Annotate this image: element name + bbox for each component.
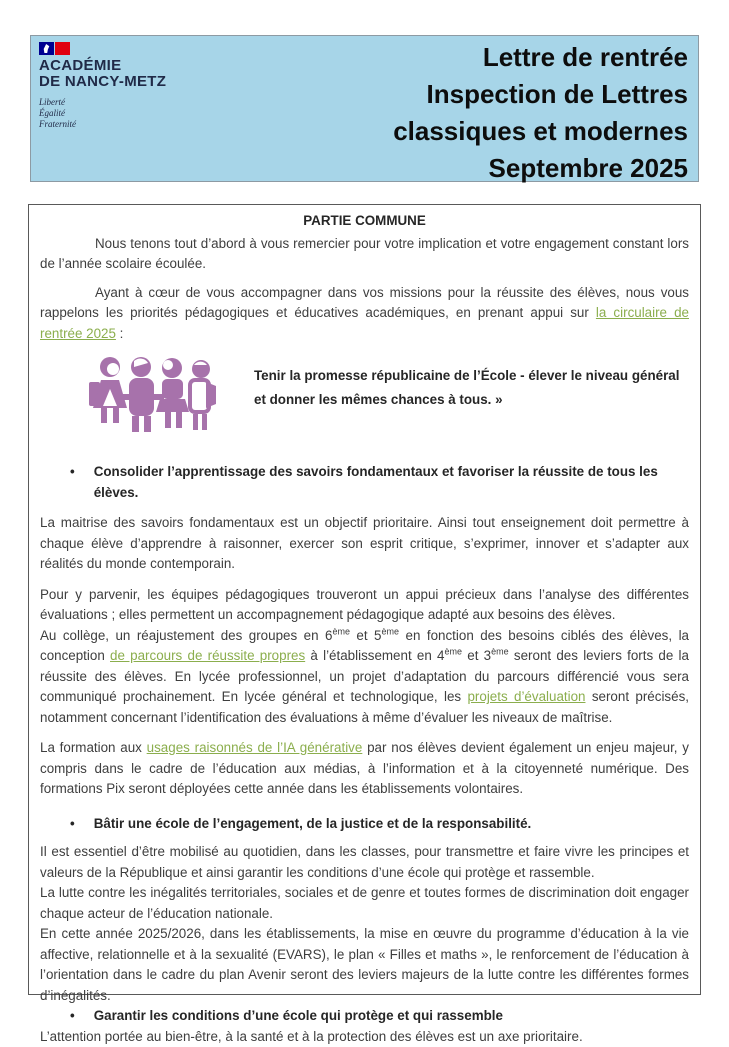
bullet-protege-label: Garantir les conditions d’une école qui protège et qui rassemble	[94, 1006, 503, 1027]
academy-logo	[39, 42, 166, 130]
letter-body	[28, 204, 701, 995]
bullet-savoirs-fondamentaux	[40, 462, 689, 503]
link-circulaire-rentree-2025[interactable]: la circulaire de rentrée 2025	[40, 305, 689, 341]
paragraph-thanks: Nous tenons tout d’abord à vous remercier pour votre implication et votre engagement constant lors de l’année scolaire écoulée.	[40, 234, 689, 275]
motto-fraternite: Fraternité	[39, 119, 166, 130]
paragraph-bien-etre: L’attention portée au bien-être, à la santé et à la protection des élèves est un axe prioritaire.	[40, 1027, 689, 1047]
paragraph-ia-generative: La formation aux usages raisonnés de l’IA générative par nos élèves devient également un enjeu majeur, y compris dans le cadre de l’éducation aux médias, à l’information et à la citoyenneté numérique. Des formations Pix seront déployées cette année dans les établissements volontaires.	[40, 738, 689, 800]
french-flag-icon	[39, 42, 166, 55]
title-line-2: Inspection de Lettres	[393, 76, 688, 113]
link-parcours-reussite[interactable]: de parcours de réussite propres	[110, 648, 305, 663]
children-icon	[88, 356, 218, 457]
title-line-1: Lettre de rentrée	[393, 39, 688, 76]
bullet-savoirs-label: Consolider l’apprentissage des savoirs fondamentaux et favoriser la réussite de tous les élèves.	[94, 462, 689, 503]
section-title: PARTIE COMMUNE	[40, 211, 689, 232]
link-projets-evaluation[interactable]: projets d’évaluation	[467, 689, 585, 704]
paragraph-evars-plan-avenir: En cette année 2025/2026, dans les établissements, la mise en œuvre du programme d’éducation à la vie affective, relationnelle et à la sexualité (EVARS), le plan « Filles et maths », le renforcement de l’éducation à l’orientation dans le cadre du plan Avenir seront des leviers majeurs de la lutte contre les différentes formes d’inégalités.	[40, 924, 689, 1006]
bullet-dot: •	[70, 1006, 75, 1027]
motto-liberte: Liberté	[39, 97, 166, 108]
paragraph-priorities: Ayant à cœur de vous accompagner dans vos missions pour la réussite des élèves, nous vous rappelons les priorités pédagogiques et éducatives académiques, en prenant appui sur la circulaire de rentrée 2025 :	[40, 283, 689, 345]
link-usages-ia-generative[interactable]: usages raisonnés de l’IA générative	[147, 740, 363, 755]
bullet-dot: •	[70, 462, 75, 503]
bullet-ecole-engagement	[40, 814, 689, 835]
bullet-ecole-protege	[40, 1006, 689, 1027]
paragraph-principes-republique: Il est essentiel d’être mobilisé au quotidien, dans les classes, pour transmettre et faire vivre les principes et valeurs de la République et ainsi garantir les conditions d’une école qui protège et rassemble.	[40, 842, 689, 883]
quote-text: Tenir la promesse républicaine de l’École - élever le niveau général et donner les mêmes chances à tous. »	[254, 364, 689, 412]
paragraph-maitrise: La maitrise des savoirs fondamentaux est un objectif prioritaire. Ainsi tout enseignement doit permettre à chaque élève d’apprendre à raisonner, exercer son esprit critique, s’exprimer, innover et s’adapter aux réalités du monde contemporain.	[40, 513, 689, 575]
paragraph-college-lycee: Au collège, un réajustement des groupes en 6ème et 5ème en fonction des besoins ciblés des élèves, la conception de parcours de réussite propres à l’établissement en 4ème et 3ème seront des leviers forts de la réussite des élèves. En lycée professionnel, un projet d’adaptation du parcours différencié vous sera communiqué prochainement. En lycée général et technologique, les projets d’évaluation seront précisés, notamment concernant l’identification des évaluations à même d’évaluer les niveaux de maîtrise.	[40, 626, 689, 729]
paragraph-priorities-text: Ayant à cœur de vous accompagner dans vos missions pour la réussite des élèves, nous vous rappelons les priorités pédagogiques et éducatives académiques, en prenant appui sur	[40, 285, 689, 321]
bullet-dot: •	[70, 814, 75, 835]
motto	[39, 97, 166, 130]
motto-egalite: Égalité	[39, 108, 166, 119]
academy-name-line2: DE NANCY-METZ	[39, 74, 166, 90]
paragraph-lutte-inegalites: La lutte contre les inégalités territoriales, sociales et de genre et toutes formes de discrimination doit engager chaque acteur de l’éducation nationale.	[40, 883, 689, 924]
title-line-3: classiques et modernes	[393, 113, 688, 150]
document-title	[393, 39, 688, 187]
quote-block	[40, 356, 689, 452]
paragraph-evaluations: Pour y parvenir, les équipes pédagogiques trouveront un appui précieux dans l’analyse des différentes évaluations ; elles permettent un accompagnement pédagogique adapté aux besoins des élèves.	[40, 585, 689, 626]
header-banner	[30, 35, 699, 182]
bullet-engagement-label: Bâtir une école de l’engagement, de la justice et de la responsabilité.	[94, 814, 532, 835]
title-line-4: Septembre 2025	[393, 150, 688, 187]
academy-name-line1: ACADÉMIE	[39, 58, 166, 74]
